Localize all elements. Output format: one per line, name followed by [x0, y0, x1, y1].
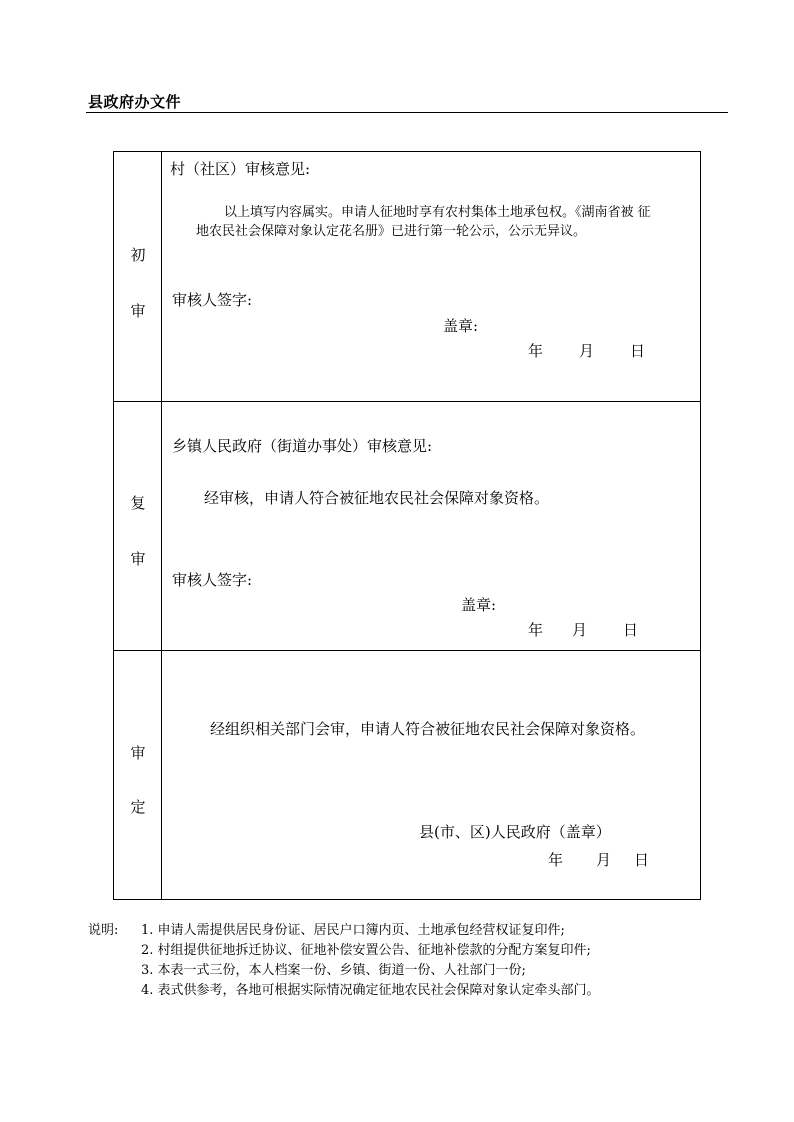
- review-label-char-2: 审: [130, 550, 146, 568]
- note-item-4: 4. 表式供参考，各地可根据实际情况确定征地农民社会保障对象认定牵头部门。: [141, 983, 600, 998]
- section-divider-1: [114, 401, 700, 402]
- review-date-day: 日: [623, 621, 639, 639]
- initial-heading: 村（社区）审核意见:: [170, 160, 311, 178]
- note-line-4: [88, 981, 600, 1001]
- approval-label-char-2: 定: [130, 798, 146, 816]
- initial-seal-label: 盖章:: [443, 317, 479, 335]
- approval-date-month: 月: [596, 851, 612, 869]
- review-seal-label: 盖章:: [461, 596, 497, 614]
- review-date-month: 月: [572, 621, 588, 639]
- initial-date-month: 月: [579, 342, 595, 360]
- approval-date-day: 日: [634, 851, 650, 869]
- review-signer-label: 审核人签字:: [172, 571, 253, 589]
- review-date-year: 年: [528, 621, 544, 639]
- initial-label-char-2: 审: [130, 302, 146, 320]
- review-label-char-1: 复: [130, 494, 146, 512]
- header-divider: [86, 112, 728, 113]
- approval-opinion: 经组织相关部门会审，申请人符合被征地农民社会保障对象资格。: [210, 720, 646, 738]
- initial-opinion-line-2: 地农民社会保障对象认定花名册》已进行第一轮公示，公示无异议。: [196, 224, 587, 239]
- review-heading: 乡镇人民政府（街道办事处）审核意见:: [172, 437, 433, 455]
- approval-authority: 县(市、区)人民政府（盖章）: [419, 823, 611, 841]
- initial-date-year: 年: [528, 342, 544, 360]
- review-opinion: 经审核，申请人符合被征地农民社会保障对象资格。: [204, 489, 550, 507]
- approval-label-char-1: 审: [130, 744, 146, 762]
- initial-signer-label: 审核人签字:: [172, 291, 253, 309]
- note-line-2: [88, 941, 600, 961]
- initial-label-char-1: 初: [130, 246, 146, 264]
- initial-opinion-line-1: 以上填写内容属实。申请人征地时享有农村集体土地承包权。《湖南省被 征: [224, 205, 651, 220]
- note-item-3: 3. 本表一式三份，本人档案一份、乡镇、街道一份、人社部门一份;: [141, 963, 526, 978]
- section-divider-2: [114, 650, 700, 651]
- notes-block: [88, 921, 600, 1001]
- initial-review-label-cell: [114, 152, 162, 401]
- approval-date-year: 年: [548, 851, 564, 869]
- notes-prefix: 说明:: [88, 923, 119, 938]
- approval-label-cell: [114, 650, 162, 899]
- note-line-3: [88, 961, 600, 981]
- note-line-1: [88, 921, 600, 941]
- review-form-table: [113, 151, 701, 900]
- initial-date-day: 日: [630, 342, 646, 360]
- note-item-2: 2. 村组提供征地拆迁协议、征地补偿安置公告、征地补偿款的分配方案复印件;: [141, 943, 591, 958]
- note-item-1: 1. 申请人需提供居民身份证、居民户口簿内页、土地承包经营权证复印件;: [141, 923, 565, 938]
- document-header-title: 县政府办文件: [88, 93, 182, 111]
- review-label-cell: [114, 401, 162, 650]
